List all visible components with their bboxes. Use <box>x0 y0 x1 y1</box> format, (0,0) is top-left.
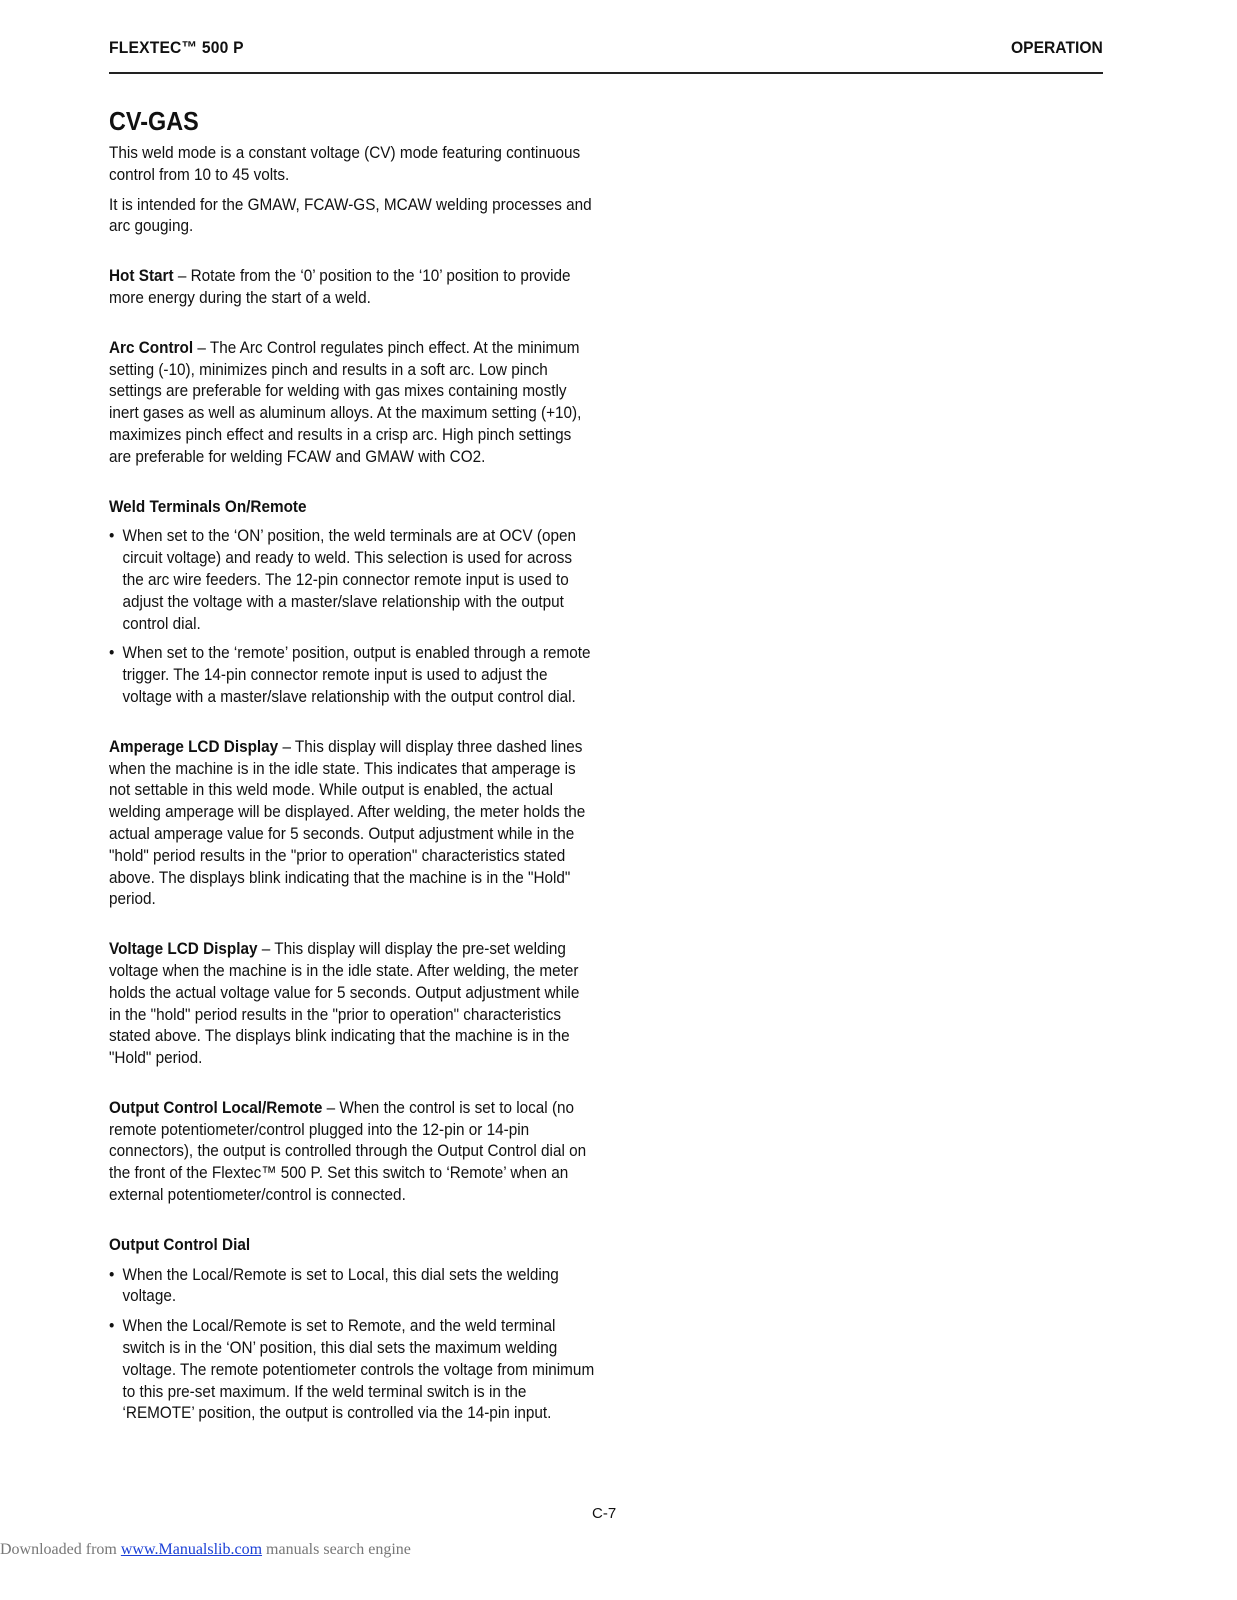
header-section-name: OPERATION <box>1011 38 1103 57</box>
amperage-display-text: – This display will display three dashed lines when the machine is in the idle state. This indicates that amperage is not settable in this weld mode. While output is enabled, the actual welding amperage will be displayed. After welding, the meter holds the actual amperage value for 5 seconds. Output adjustment while in the "hold" period results in the "prior to operation" characteristics stated above. The displays blink indicating that the machine is in the "Hold" period. <box>109 736 586 909</box>
list-item <box>109 525 595 634</box>
list-item-text: When set to the ‘ON’ position, the weld terminals are at OCV (open circuit voltage) and ready to weld. This selection is used for across the arc wire feeders. The 12-pin connector remote input is used to adjust the voltage with a master/slave relationship with the output control dial. <box>122 526 577 633</box>
list-item <box>109 1264 595 1308</box>
hot-start-label: Hot Start <box>109 266 174 286</box>
arc-control-paragraph <box>109 337 595 468</box>
download-footer <box>0 1541 411 1559</box>
hot-start-text: – Rotate from the ‘0’ position to the ‘10’ position to provide more energy during the start of a weld. <box>109 266 571 307</box>
intro-paragraph-2: It is intended for the GMAW, FCAW-GS, MCAW welding processes and arc gouging. <box>109 194 592 236</box>
bullet-icon: • <box>109 1264 115 1284</box>
voltage-display-label: Voltage LCD Display <box>109 939 258 959</box>
header-product-name: FLEXTEC™ 500 P <box>109 38 244 57</box>
amperage-display-label: Amperage LCD Display <box>109 736 279 756</box>
manualslib-link[interactable]: www.Manualslib.com <box>120 1541 263 1558</box>
arc-control-label: Arc Control <box>109 337 194 357</box>
output-dial-heading: Output Control Dial <box>109 1234 251 1254</box>
output-local-remote-paragraph <box>109 1097 595 1206</box>
section-title: CV-GAS <box>109 106 199 136</box>
footer-suffix: manuals search engine <box>262 1541 411 1558</box>
list-item <box>109 642 595 707</box>
page-number: C-7 <box>592 1505 617 1522</box>
list-item-text: When the Local/Remote is set to Remote, and the weld terminal switch is in the ‘ON’ position, this dial sets the maximum welding voltage. The remote potentiometer controls the voltage from minimum to this pre-set maximum. If the weld terminal switch is in the ‘REMOTE’ position, the output is controlled via the 14-pin input. <box>122 1316 595 1423</box>
weld-terminals-list <box>109 525 595 707</box>
intro-paragraph-1: This weld mode is a constant voltage (CV) mode featuring continuous control from 10 to 45 volts. <box>109 143 581 184</box>
voltage-display-text: – This display will display the pre-set welding voltage when the machine is in the idle state. After welding, the meter holds the actual voltage value for 5 seconds. Output adjustment while in the "hold" period results in the "prior to operation" characteristics stated above. The displays blink indicating that the machine is in the "Hold" period. <box>109 939 580 1068</box>
list-item-text: When the Local/Remote is set to Local, this dial sets the welding voltage. <box>122 1264 559 1306</box>
output-dial-list <box>109 1264 595 1425</box>
bullet-icon: • <box>109 1316 115 1336</box>
list-item <box>109 1315 595 1424</box>
bullet-icon: • <box>109 526 115 546</box>
output-local-remote-label: Output Control Local/Remote <box>109 1097 323 1117</box>
amperage-display-paragraph <box>109 736 595 910</box>
main-column <box>109 106 609 1432</box>
list-item-text: When set to the ‘remote’ position, output is enabled through a remote trigger. The 14-pin connector remote input is used to adjust the voltage with a master/slave relationship with the output control dial. <box>122 643 591 706</box>
output-local-remote-text: – When the control is set to local (no remote potentiometer/control plugged into the 12-pin or 14-pin connectors), the output is controlled through the Output Control dial on the front of the Flextec™ 500 P. Set this switch to ‘Remote’ when an external potentiometer/control is connected. <box>109 1097 587 1205</box>
arc-control-text: – The Arc Control regulates pinch effect. At the minimum setting (-10), minimizes pinch and results in a soft arc. Low pinch settings are preferable for welding with gas mixes containing mostly inert gases as well as aluminum alloys. At the maximum setting (+10), maximizes pinch effect and results in a crisp arc. High pinch settings are preferable for welding FCAW and GMAW with CO2. <box>109 337 582 466</box>
hot-start-paragraph <box>109 265 595 309</box>
bullet-icon: • <box>109 643 115 663</box>
page-header <box>109 38 1103 74</box>
voltage-display-paragraph <box>109 938 595 1069</box>
footer-prefix: Downloaded from <box>0 1541 121 1558</box>
weld-terminals-heading: Weld Terminals On/Remote <box>109 496 307 516</box>
